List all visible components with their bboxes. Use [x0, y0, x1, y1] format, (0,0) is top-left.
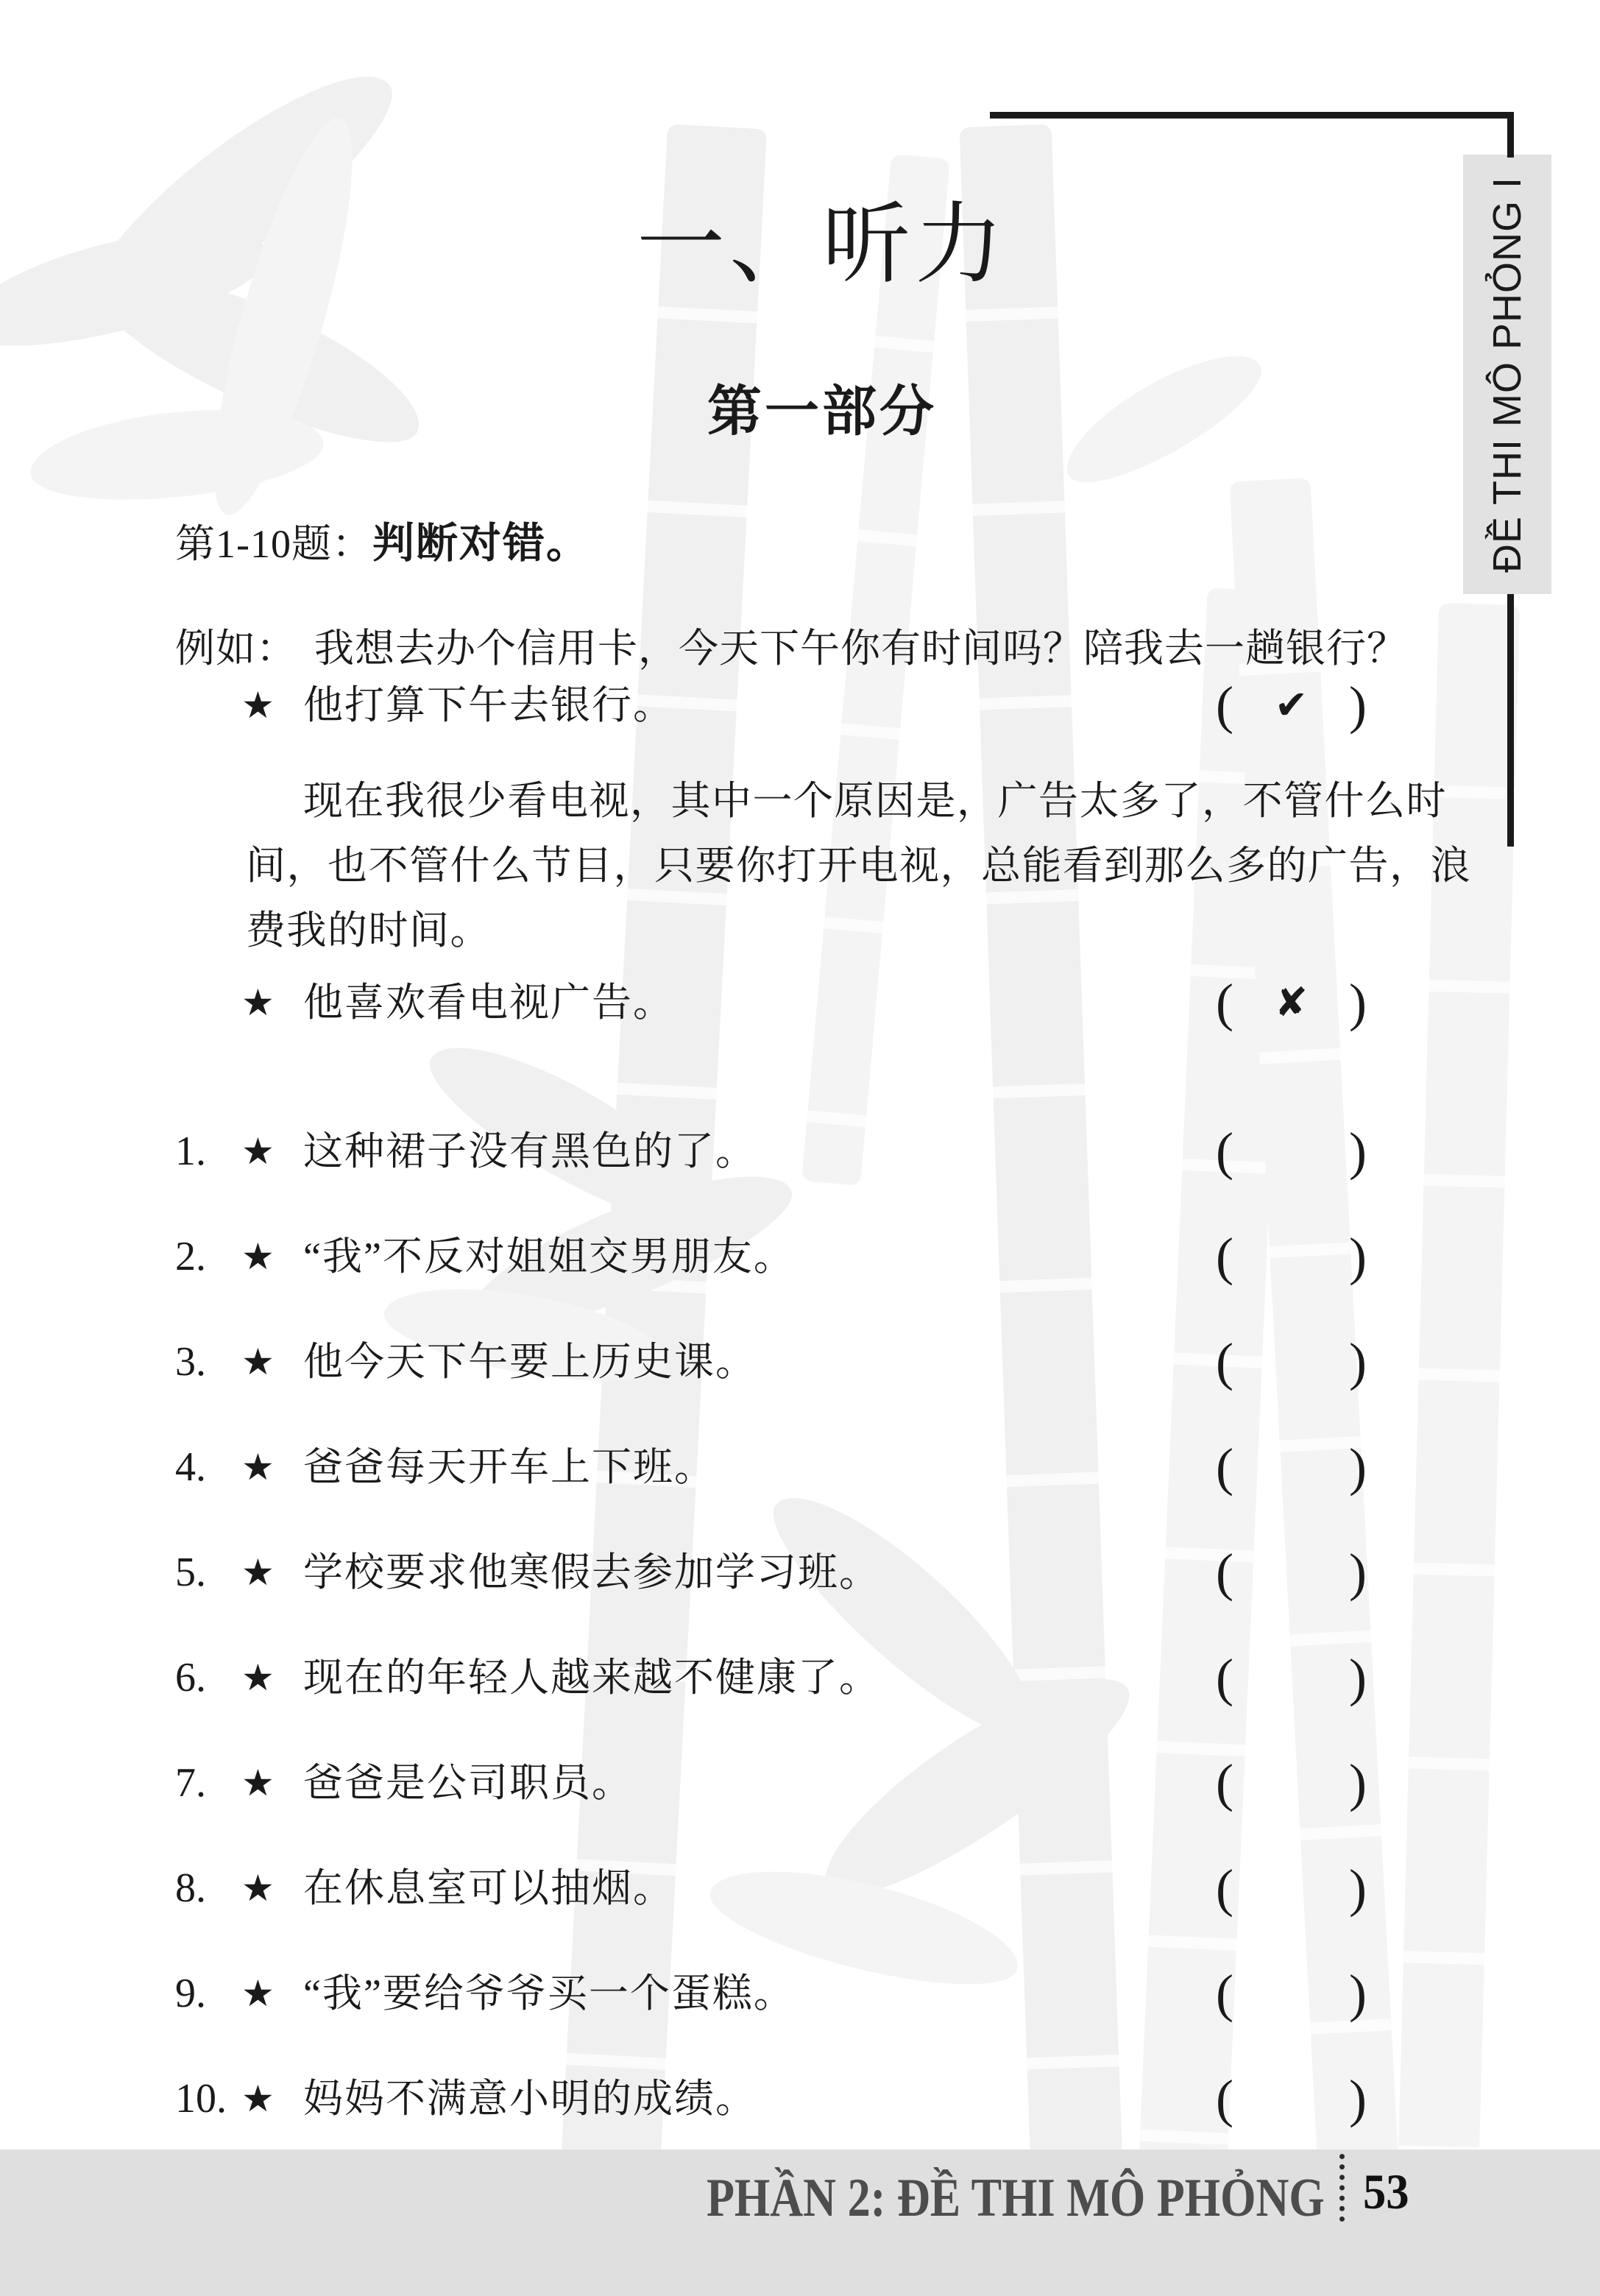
star-icon: ★ [241, 1446, 275, 1488]
question-row [0, 1648, 1600, 1707]
instruction-range: 第1-10题： [175, 522, 372, 566]
star-icon: ★ [241, 1762, 275, 1804]
star-icon: ★ [241, 2077, 275, 2120]
paren-open: ( [1216, 1543, 1233, 1602]
example-statement-row [0, 676, 1600, 735]
example-statement-text: 他喜欢看电视广告。 [303, 981, 674, 1025]
passage-line: 间，也不管什么节目，只要你打开电视，总能看到那么多的广告，浪 [246, 844, 1471, 888]
paren-open: ( [1216, 1964, 1233, 2023]
paren-open: ( [1216, 1648, 1233, 1707]
question-text: “我”不反对姐姐交男朋友。 [303, 1234, 795, 1279]
paren-open: ( [1216, 1753, 1233, 1812]
question-row [0, 1438, 1600, 1497]
question-row [0, 1332, 1600, 1391]
question-number: 2. [175, 1234, 206, 1279]
star-icon: ★ [241, 981, 275, 1024]
star-icon: ★ [241, 1867, 275, 1910]
paren-open: ( [1216, 973, 1233, 1032]
paren-close: ) [1349, 1122, 1367, 1181]
paren-open: ( [1216, 1122, 1233, 1181]
star-icon: ★ [241, 1656, 275, 1699]
question-text: 他今天下午要上历史课。 [303, 1340, 757, 1384]
paren-close: ) [1349, 676, 1367, 735]
example-statement-row [0, 973, 1600, 1032]
question-number: 3. [175, 1339, 206, 1385]
answer-parens [1216, 973, 1367, 1032]
paren-open: ( [1216, 676, 1233, 735]
question-number: 7. [175, 1760, 206, 1806]
page-footer [0, 2150, 1600, 2296]
answer-parens [1216, 1122, 1367, 1181]
question-row [0, 2069, 1600, 2128]
question-text: 妈妈不满意小明的成绩。 [303, 2077, 757, 2121]
section-title: 一、听力 [637, 196, 1008, 294]
question-row [0, 1227, 1600, 1286]
example-question-line [175, 617, 1407, 674]
passage-line: 现在我很少看电视，其中一个原因是，广告太多了，不管什么时 [303, 779, 1447, 823]
check-mark-icon: ✔ [1274, 682, 1309, 728]
question-text: 在休息室可以抽烟。 [303, 1866, 674, 1910]
question-number: 10. [175, 2076, 227, 2122]
paren-close: ) [1349, 1438, 1367, 1497]
example-question-text: 我想去办个信用卡，今天下午你有时间吗？陪我去一趟银行？ [314, 626, 1407, 671]
answer-parens [1216, 1648, 1367, 1707]
question-text: 爸爸每天开车上下班。 [303, 1445, 715, 1489]
answer-parens [1216, 676, 1367, 735]
question-number: 8. [175, 1865, 206, 1911]
question-row [0, 1753, 1600, 1812]
answer-parens [1216, 1438, 1367, 1497]
question-text: 现在的年轻人越来越不健康了。 [303, 1656, 880, 1700]
question-number: 5. [175, 1550, 206, 1595]
question-number: 4. [175, 1444, 206, 1490]
instruction-task: 判断对错。 [372, 520, 590, 567]
passage-line: 费我的时间。 [246, 908, 491, 953]
footer-section-label: PHẦN 2: ĐỀ THI MÔ PHỎNG [707, 2168, 1325, 2228]
question-text: 这种裙子没有黑色的了。 [303, 1129, 757, 1173]
answer-parens [1216, 1859, 1367, 1918]
answer-parens [1216, 2069, 1367, 2128]
question-number: 1. [175, 1128, 206, 1174]
paren-close: ) [1349, 1227, 1367, 1286]
example-label: 例如： [175, 626, 297, 671]
paren-open: ( [1216, 2069, 1233, 2128]
paren-close: ) [1349, 1648, 1367, 1707]
paren-close: ) [1349, 1964, 1367, 2023]
answer-parens [1216, 1543, 1367, 1602]
paren-close: ) [1349, 1859, 1367, 1918]
chapter-side-tab-label: ĐỀ THI MÔ PHỎNG I [1485, 176, 1529, 573]
star-icon: ★ [241, 1340, 275, 1383]
star-icon: ★ [241, 684, 275, 727]
question-number: 6. [175, 1655, 206, 1700]
paren-close: ) [1349, 2069, 1367, 2128]
paren-close: ) [1349, 1543, 1367, 1602]
question-text: “我”要给爷爷买一个蛋糕。 [303, 1971, 795, 2016]
paren-open: ( [1216, 1227, 1233, 1286]
question-row [0, 1122, 1600, 1181]
instruction-line [175, 509, 590, 570]
example-passage [246, 769, 1482, 963]
part-title: 第一部分 [707, 382, 937, 442]
paren-close: ) [1349, 1332, 1367, 1391]
answer-parens [1216, 1227, 1367, 1286]
page-number: 53 [1363, 2163, 1409, 2219]
paren-close: ) [1349, 1753, 1367, 1812]
star-icon: ★ [241, 1551, 275, 1594]
paren-open: ( [1216, 1859, 1233, 1918]
question-text: 爸爸是公司职员。 [303, 1761, 633, 1805]
example-statement-text: 他打算下午去银行。 [303, 683, 674, 727]
x-mark-icon: ✘ [1274, 979, 1309, 1025]
star-icon: ★ [241, 1972, 275, 2015]
question-number: 9. [175, 1971, 206, 2016]
paren-open: ( [1216, 1332, 1233, 1391]
answer-parens [1216, 1753, 1367, 1812]
question-row [0, 1859, 1600, 1918]
paren-close: ) [1349, 973, 1367, 1032]
question-text: 学校要求他寒假去参加学习班。 [303, 1550, 880, 1594]
question-row [0, 1964, 1600, 2023]
footer-divider [1339, 2154, 1345, 2222]
answer-parens [1216, 1964, 1367, 2023]
question-row [0, 1543, 1600, 1602]
answer-parens [1216, 1332, 1367, 1391]
star-icon: ★ [241, 1130, 275, 1173]
star-icon: ★ [241, 1235, 275, 1278]
paren-open: ( [1216, 1438, 1233, 1497]
